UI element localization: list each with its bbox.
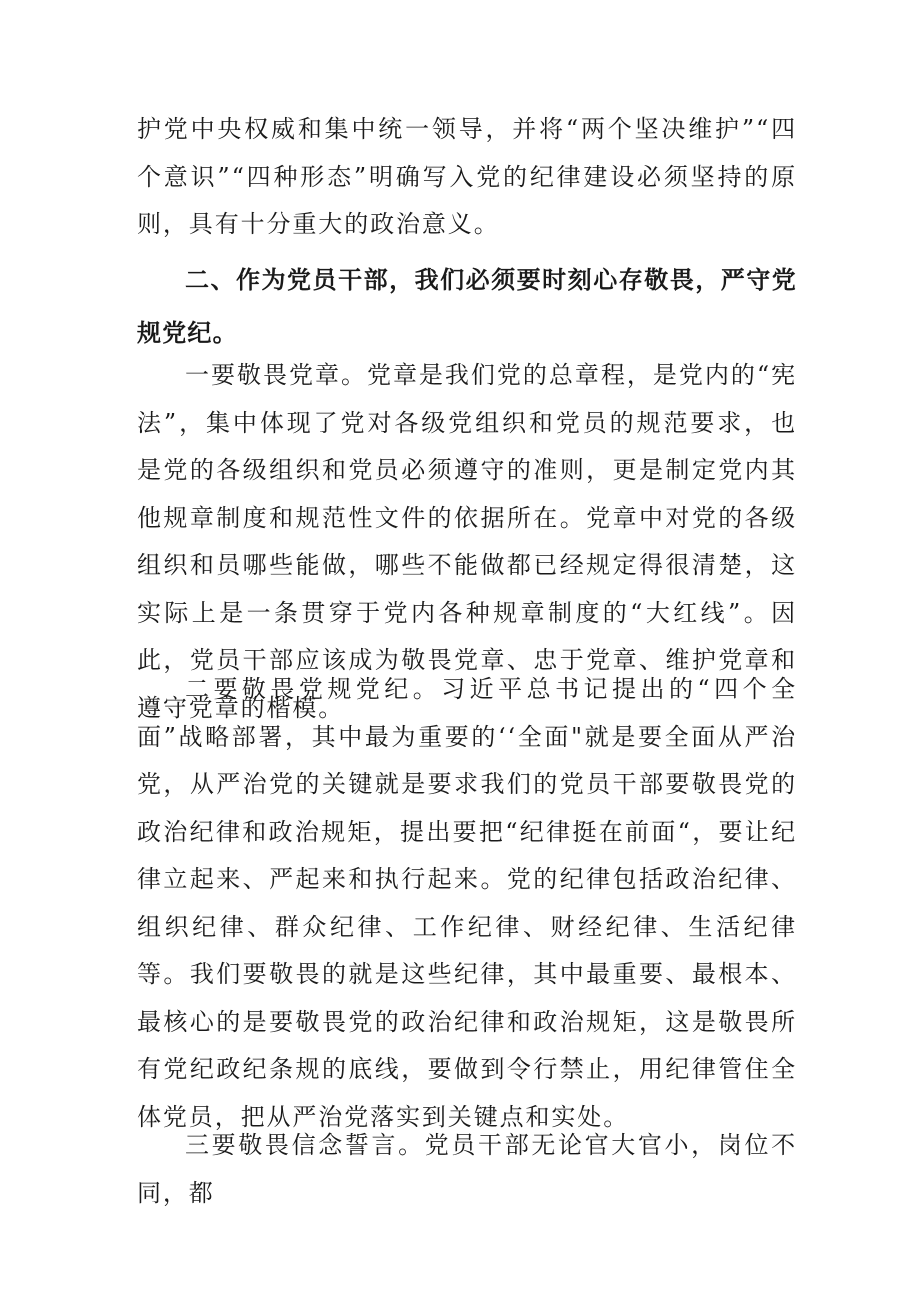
paragraph-revere-party-rules-discipline: 二要敬畏党规党纪。习近平总书记提出的“四个全面”战略部署，其中最为重要的‘‘全面"就是要全面从严治党，从严治党的关键就是要求我们的党员干部要敬畏党的政治纪律和政治规矩，提出要把“纪律挺在前面“，要让纪律立起来、严起来和执行起来。党的纪律包括政治纪律、组织纪律、群众纪律、工作纪律、财经纪律、生活纪律等。我们要敬畏的就是这些纪律，其中最重要、最根本、最核心的是要敬畏党的政治纪律和政治规矩，这是敬畏所有党纪政纪条规的底线，要做到令行禁止，用纪律管住全体党员，把从严治党落实到关键点和实处。 (137, 675, 797, 1131)
section-heading: 二、作为党员干部，我们必须要时刻心存敬畏，严守党规党纪。 (137, 266, 797, 347)
paragraph-revere-faith-oath: 三要敬畏信念誓言。党员干部无论官大官小，岗位不同，都 (137, 1131, 797, 1207)
paragraph-revere-party-constitution: 一要敬畏党章。党章是我们党的总章程，是党内的“宪法”，集中体现了党对各级党组织和党员的规范要求，也是党的各级组织和党员必须遵守的准则，更是制定党内其他规章制度和规范性文件的依据所在。党章中对党的各级组织和员哪些能做，哪些不能做都已经规定得很清楚，这实际上是一条贯穿于党内各种规章制度的“大红线”。因此，党员干部应该成为敬畏党章、忠于党章、维护党章和遵守党章的楷模。 (137, 361, 797, 722)
continuation-paragraph: 护党中央权威和集中统一领导，并将“两个坚决维护”“四个意识”“四种形态”明确写入党的纪律建设必须坚持的原则，具有十分重大的政治意义。 (137, 115, 797, 238)
